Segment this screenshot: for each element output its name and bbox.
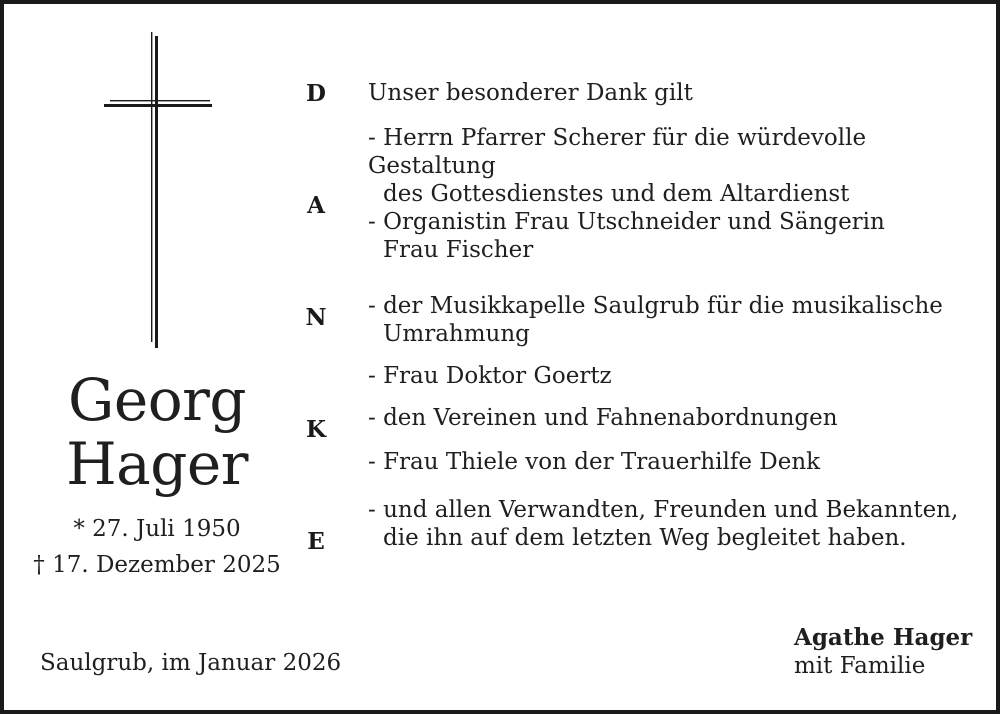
acrostic-letter-e: E [307, 528, 325, 555]
acrostic-letter-d: D [306, 80, 326, 107]
thanks-item-line: die ihn auf dem letzten Weg begleitet haben. [383, 525, 907, 551]
thanks-item [368, 292, 988, 348]
acrostic-letter-a: A [307, 192, 325, 219]
thanks-item-line: - den Vereinen und Fahnenabordnungen [368, 405, 838, 431]
thanks-item-line: - und allen Verwandten, Freunden und Bekannten, [368, 497, 959, 523]
signature [794, 624, 972, 680]
thanks-item-line: - der Musikkapelle Saulgrub für die musikalische [368, 293, 943, 319]
deceased-first-name: Georg [68, 366, 246, 434]
thanks-item [368, 496, 988, 552]
thanks-item [368, 448, 988, 476]
thanks-intro: Unser besonderer Dank gilt [368, 80, 693, 106]
cross-icon [100, 32, 216, 352]
thanks-item [368, 208, 988, 264]
signature-family: mit Familie [794, 653, 926, 679]
thanks-item-line: Umrahmung [383, 321, 530, 347]
thanks-item-line: - Organistin Frau Utschneider und Sängerin [368, 209, 885, 235]
thanks-item-line: - Herrn Pfarrer Scherer für die würdevolle Gestaltung [368, 125, 867, 179]
thanks-item [368, 404, 988, 432]
thanks-item [368, 124, 988, 208]
birth-date: * 27. Juli 1950 [73, 516, 241, 542]
thanks-item-line: Frau Fischer [383, 237, 534, 263]
death-date: † 17. Dezember 2025 [33, 552, 281, 578]
acrostic-letter-k: K [306, 416, 326, 443]
acrostic-letter-n: N [305, 304, 327, 331]
deceased-last-name: Hager [66, 430, 248, 498]
thanks-item-line: - Frau Doktor Goertz [368, 363, 612, 389]
thanks-item [368, 362, 988, 390]
place-and-date: Saulgrub, im Januar 2026 [40, 650, 342, 676]
thanks-item-line: des Gottesdienstes und dem Altardienst [383, 181, 850, 207]
signature-name: Agathe Hager [794, 624, 973, 651]
thanks-item-line: - Frau Thiele von der Trauerhilfe Denk [368, 449, 821, 475]
